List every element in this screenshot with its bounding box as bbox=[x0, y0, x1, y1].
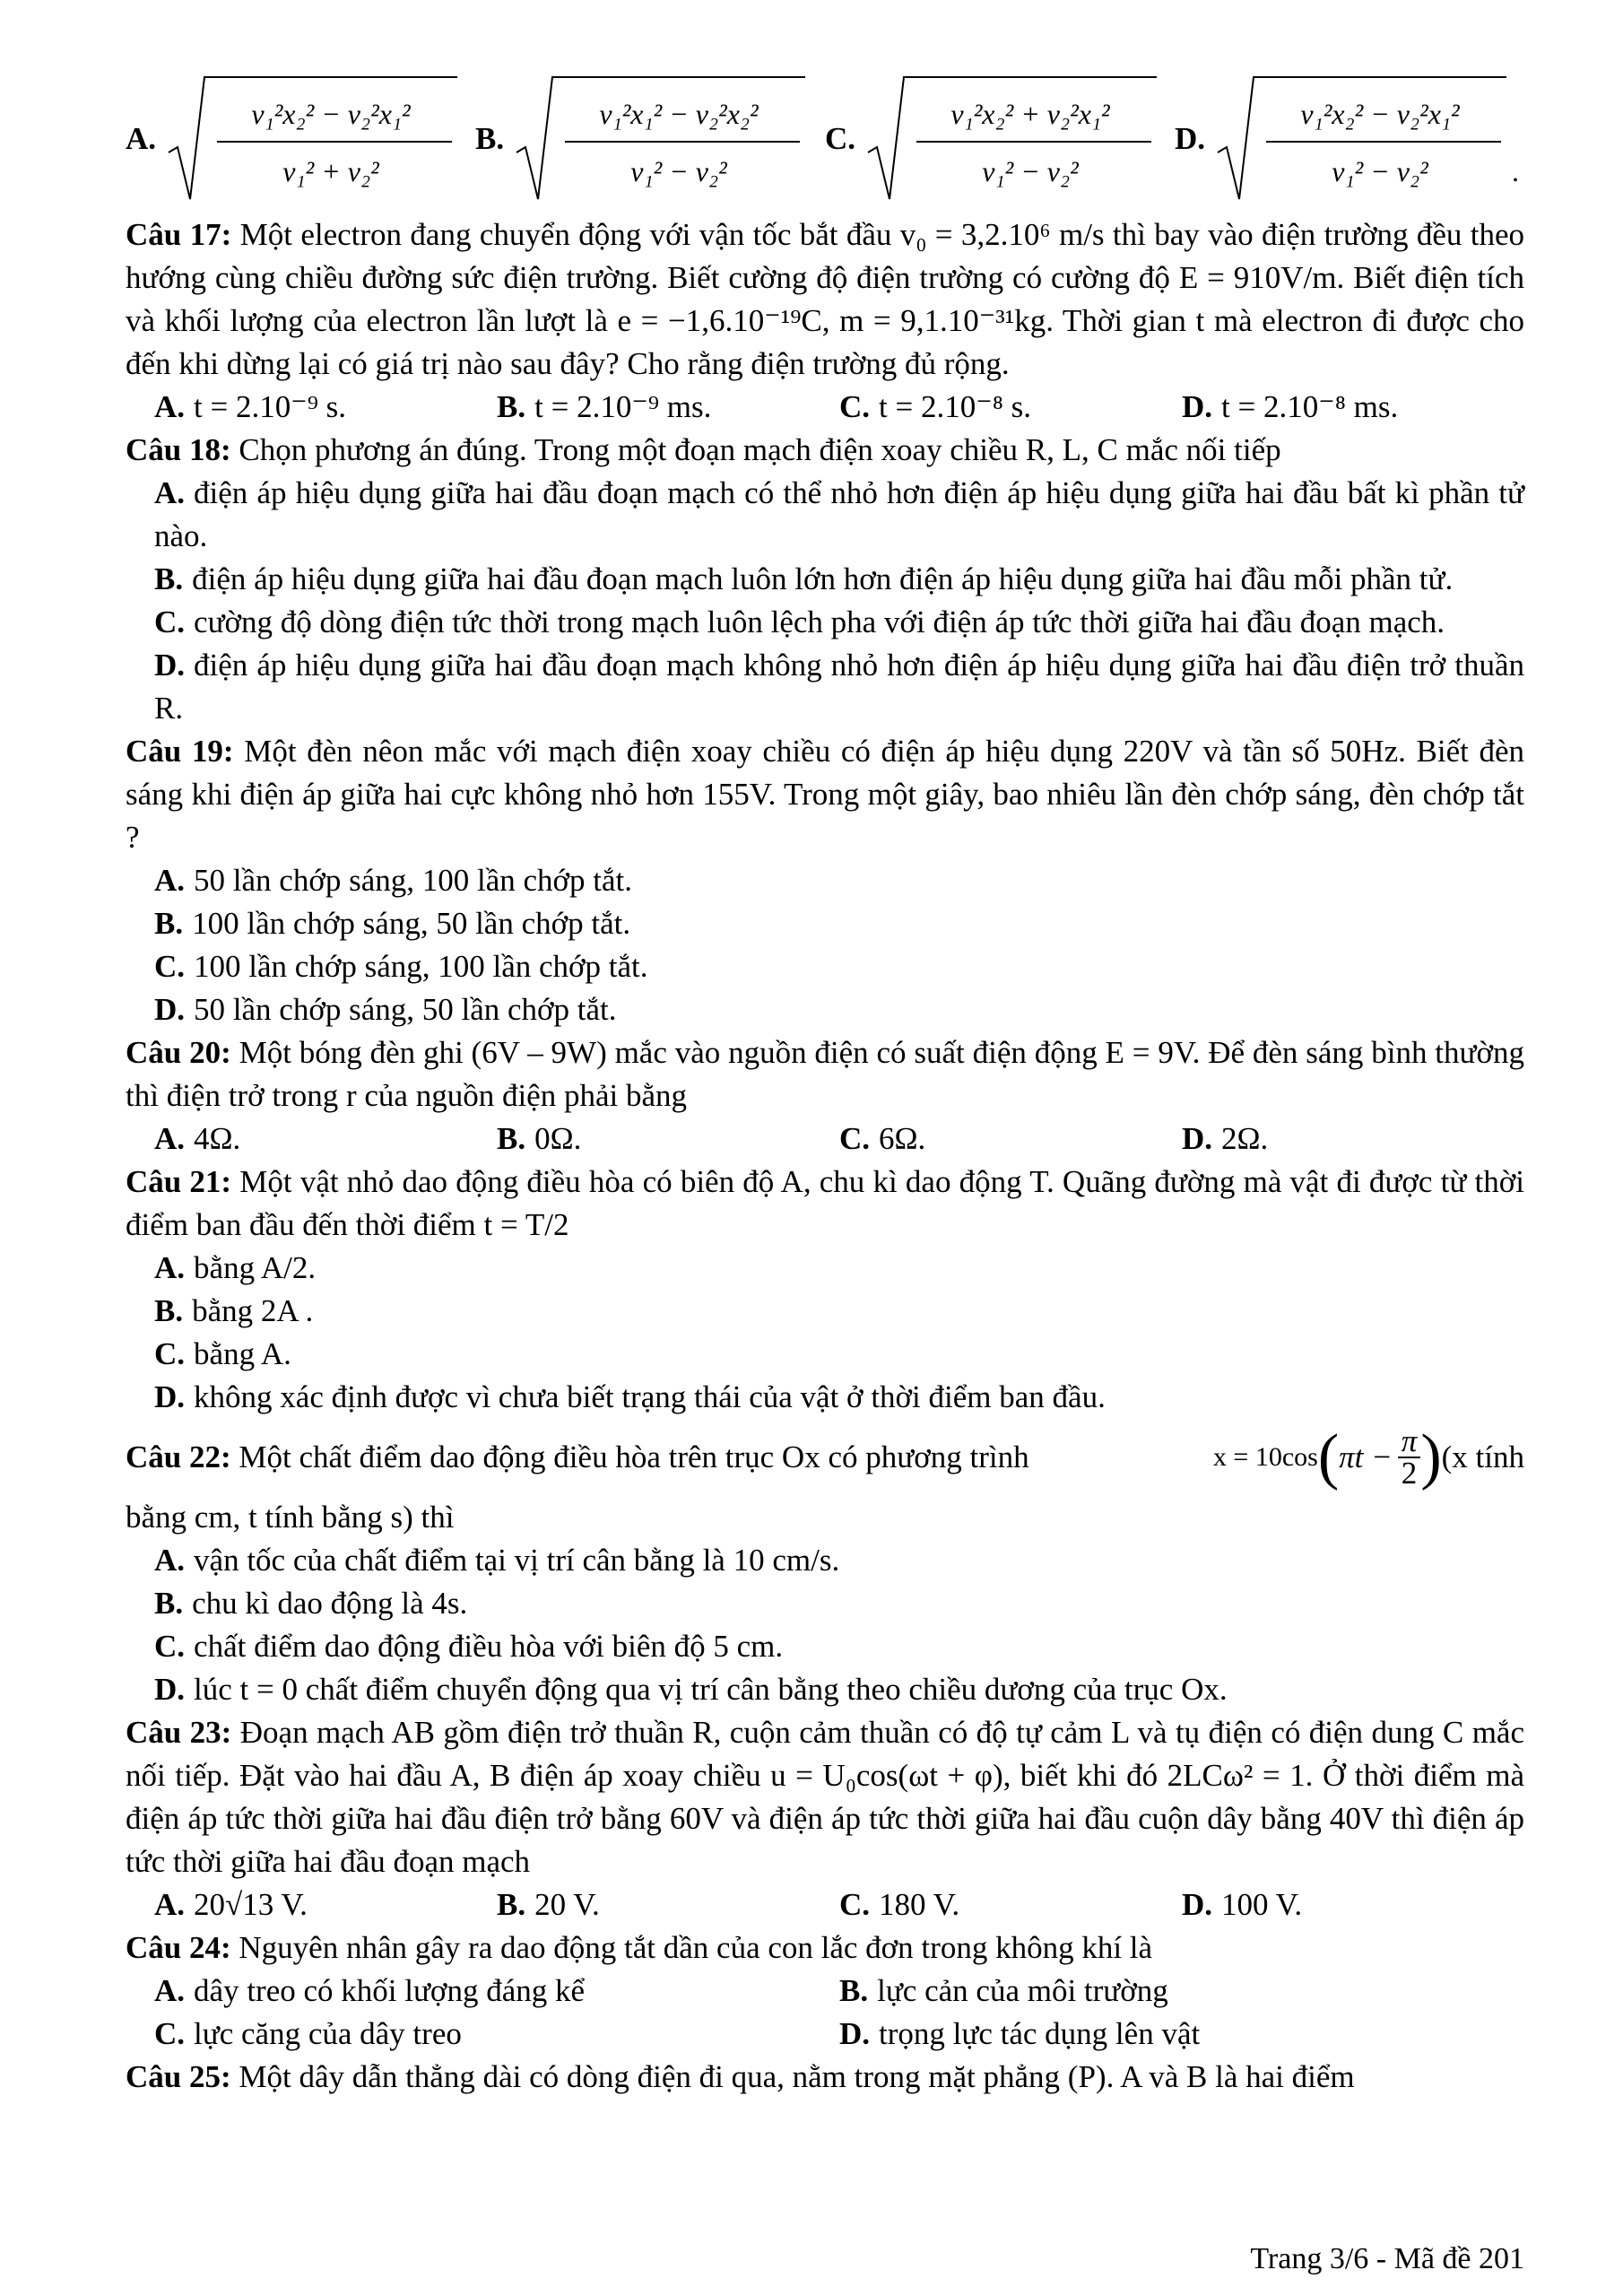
q20-option-b: B. 0Ω. bbox=[497, 1121, 582, 1156]
q22-option-a: A. vận tốc của chất điểm tại vị trí cân bằng là 10 cm/s. bbox=[154, 1543, 840, 1578]
question-25: Câu 25: Một dây dẫn thẳng dài có dòng điện đi qua, nằm trong mặt phẳng (P). A và B là hai điểm bbox=[126, 2059, 1355, 2094]
q16-option-b: B. v₁²x₁² − v₂²x₂² v₁² − v₂² bbox=[475, 72, 825, 206]
q16-d-numerator: v₁²x₂² − v₂²x₁² bbox=[1300, 98, 1460, 130]
page-footer: Trang 3/6 - Mã đề 201 bbox=[1250, 2242, 1524, 2275]
q23-option-c: C. 180 V. bbox=[839, 1887, 960, 1922]
sqrt-fraction-a bbox=[165, 72, 461, 206]
q18-option-d: D. điện áp hiệu dụng giữa hai đầu đoạn mạch không nhỏ hơn điện áp hiệu dụng giữa hai đầu điện trở thuần R. bbox=[154, 648, 1524, 726]
q21-option-d: D. không xác định được vì chưa biết trạng thái của vật ở thời điểm ban đầu. bbox=[154, 1379, 1106, 1414]
q18-option-a: A. điện áp hiệu dụng giữa hai đầu đoạn mạch có thể nhỏ hơn điện áp hiệu dụng giữa hai đầu bất kì phần tử nào. bbox=[154, 475, 1524, 553]
exam-page bbox=[126, 72, 1524, 2099]
q20-options bbox=[126, 1118, 1524, 1161]
question-22-line2: bằng cm, t tính bằng s) thì bbox=[126, 1500, 455, 1535]
sqrt-fraction-c bbox=[864, 72, 1160, 206]
q23-option-d: D. 100 V. bbox=[1182, 1887, 1303, 1922]
q17-option-b: B. t = 2.10⁻⁹ ms. bbox=[497, 389, 712, 424]
q16-options bbox=[126, 72, 1524, 206]
question-17: Câu 17: Một electron đang chuyển động với vận tốc bắt đầu v₀ = 3,2.10⁶ m/s thì bay vào điện trường đều theo hướng cùng chiều đường sức điện trường. Biết cường độ điện trường có cường độ E = 910V/m. Biết điện tích và khối lượng của electron lần lượt là e = −1,6.10⁻¹⁹C, m = 9,1.10⁻³¹kg. Thời gian t mà electron đi được cho đến khi dừng lại có giá trị nào sau đây? Cho rằng điện trường đủ rộng. bbox=[126, 217, 1524, 381]
question-22: Câu 22: Một chất điểm dao động điều hòa trên trục Ox có phương trình x = 10cos ( πt − $\frac{\pi}{2}$ ) (x tính bbox=[126, 1422, 1524, 1492]
question-19: Câu 19: Một đèn nêon mắc với mạch điện xoay chiều có điện áp hiệu dụng 220V và tần số 50Hz. Biết đèn sáng khi điện áp giữa hai cực không nhỏ hơn 155V. Trong một giây, bao nhiêu lần đèn chớp sáng, đèn chớp tắt ? bbox=[126, 734, 1525, 855]
q22-option-d: D. lúc t = 0 chất điểm chuyển động qua vị trí cân bằng theo chiều dương của trục Ox. bbox=[154, 1672, 1228, 1707]
q17-options bbox=[126, 386, 1524, 429]
q24-option-a: A. dây treo có khối lượng đáng kể bbox=[154, 1973, 586, 2008]
q18-options bbox=[126, 472, 1524, 730]
q24-options-row1 bbox=[126, 1970, 1524, 2013]
q16-b-denominator: v₁² − v₂² bbox=[630, 155, 727, 187]
question-24: Câu 24: Nguyên nhân gây ra dao động tắt dần của con lắc đơn trong không khí là bbox=[126, 1930, 1153, 1965]
q16-option-d: D. v₁²x₂² − v₂²x₁² v₁² − v₂² . bbox=[1175, 72, 1524, 206]
q16-b-numerator: v₁²x₁² − v₂²x₂² bbox=[599, 98, 759, 130]
q22-equation: x = 10cos ( πt − $\frac{\pi}{2}$ ) (x tính bbox=[1212, 1422, 1524, 1492]
q16-option-a: A. v₁²x₂² − v₂²x₁² v₁² + v₂² bbox=[126, 72, 475, 206]
q16-a-numerator: v₁²x₂² − v₂²x₁² bbox=[251, 98, 411, 130]
q24-option-d: D. trọng lực tác dụng lên vật bbox=[839, 2016, 1201, 2051]
q21-options bbox=[126, 1247, 1524, 1419]
q20-option-d: D. 2Ω. bbox=[1182, 1121, 1269, 1156]
q21-option-c: C. bằng A. bbox=[154, 1336, 291, 1371]
q19-option-d: D. 50 lần chớp sáng, 50 lần chớp tắt. bbox=[154, 992, 617, 1027]
q23-option-a: A. 20√13 V. bbox=[154, 1887, 308, 1922]
q19-option-b: B. 100 lần chớp sáng, 50 lần chớp tắt. bbox=[154, 906, 631, 941]
svg-text:.: . bbox=[1512, 155, 1520, 187]
q16-c-denominator: v₁² − v₂² bbox=[982, 155, 1079, 187]
q20-option-a: A. 4Ω. bbox=[154, 1121, 241, 1156]
sqrt-fraction-b bbox=[513, 72, 809, 206]
q23-options bbox=[126, 1883, 1524, 1926]
question-20: Câu 20: Một bóng đèn ghi (6V – 9W) mắc vào nguồn điện có suất điện động E = 9V. Để đèn sáng bình thường thì điện trở trong r của nguồn điện phải bằng bbox=[126, 1035, 1524, 1113]
q18-option-c: C. cường độ dòng điện tức thời trong mạch luôn lệch pha với điện áp tức thời giữa hai đầu đoạn mạch. bbox=[154, 604, 1445, 639]
q22-options bbox=[126, 1539, 1524, 1711]
q21-option-a: A. bằng A/2. bbox=[154, 1250, 317, 1285]
q17-option-a: A. t = 2.10⁻⁹ s. bbox=[154, 389, 347, 424]
question-18: Câu 18: Chọn phương án đúng. Trong một đoạn mạch điện xoay chiều R, L, C mắc nối tiếp bbox=[126, 432, 1281, 467]
q17-option-c: C. t = 2.10⁻⁸ s. bbox=[839, 389, 1032, 424]
q16-c-numerator: v₁²x₂² + v₂²x₁² bbox=[950, 98, 1110, 130]
q24-options-row2 bbox=[126, 2013, 1524, 2056]
question-21: Câu 21: Một vật nhỏ dao động điều hòa có biên độ A, chu kì dao động T. Quãng đường mà vật đi được từ thời điểm ban đầu đến thời điểm t = T/2 bbox=[126, 1164, 1524, 1242]
sqrt-fraction-d bbox=[1214, 72, 1519, 206]
q16-d-denominator: v₁² − v₂² bbox=[1332, 155, 1428, 187]
q18-option-b: B. điện áp hiệu dụng giữa hai đầu đoạn mạch luôn lớn hơn điện áp hiệu dụng giữa hai đầu mỗi phần tử. bbox=[154, 561, 1454, 596]
q22-option-c: C. chất điểm dao động điều hòa với biên độ 5 cm. bbox=[154, 1629, 784, 1664]
q22-option-b: B. chu kì dao động là 4s. bbox=[154, 1586, 468, 1621]
q24-option-b: B. lực cản của môi trường bbox=[839, 1973, 1168, 2008]
q16-option-c: C. v₁²x₂² + v₂²x₁² v₁² − v₂² bbox=[825, 72, 1175, 206]
q19-option-c: C. 100 lần chớp sáng, 100 lần chớp tắt. bbox=[154, 949, 648, 984]
q21-option-b: B. bằng 2A . bbox=[154, 1293, 314, 1328]
q19-options bbox=[126, 859, 1524, 1031]
q24-option-c: C. lực căng của dây treo bbox=[154, 2016, 462, 2051]
question-23: Câu 23: Đoạn mạch AB gồm điện trở thuần R, cuộn cảm thuần có độ tự cảm L và tụ điện có điện dung C mắc nối tiếp. Đặt vào hai đầu A, B điện áp xoay chiều u = U₀cos(ωt + φ), biết khi đó 2LCω² = 1. Ở thời điểm mà điện áp tức thời giữa hai đầu điện trở bằng 60V và điện áp tức thời giữa hai đầu cuộn dây bằng 40V thì điện áp tức thời giữa hai đầu đoạn mạch bbox=[126, 1715, 1524, 1879]
q20-option-c: C. 6Ω. bbox=[839, 1121, 926, 1156]
q23-option-b: B. 20 V. bbox=[497, 1887, 600, 1922]
q16-a-denominator: v₁² + v₂² bbox=[282, 155, 379, 187]
q17-option-d: D. t = 2.10⁻⁸ ms. bbox=[1182, 389, 1399, 424]
q19-option-a: A. 50 lần chớp sáng, 100 lần chớp tắt. bbox=[154, 863, 633, 898]
